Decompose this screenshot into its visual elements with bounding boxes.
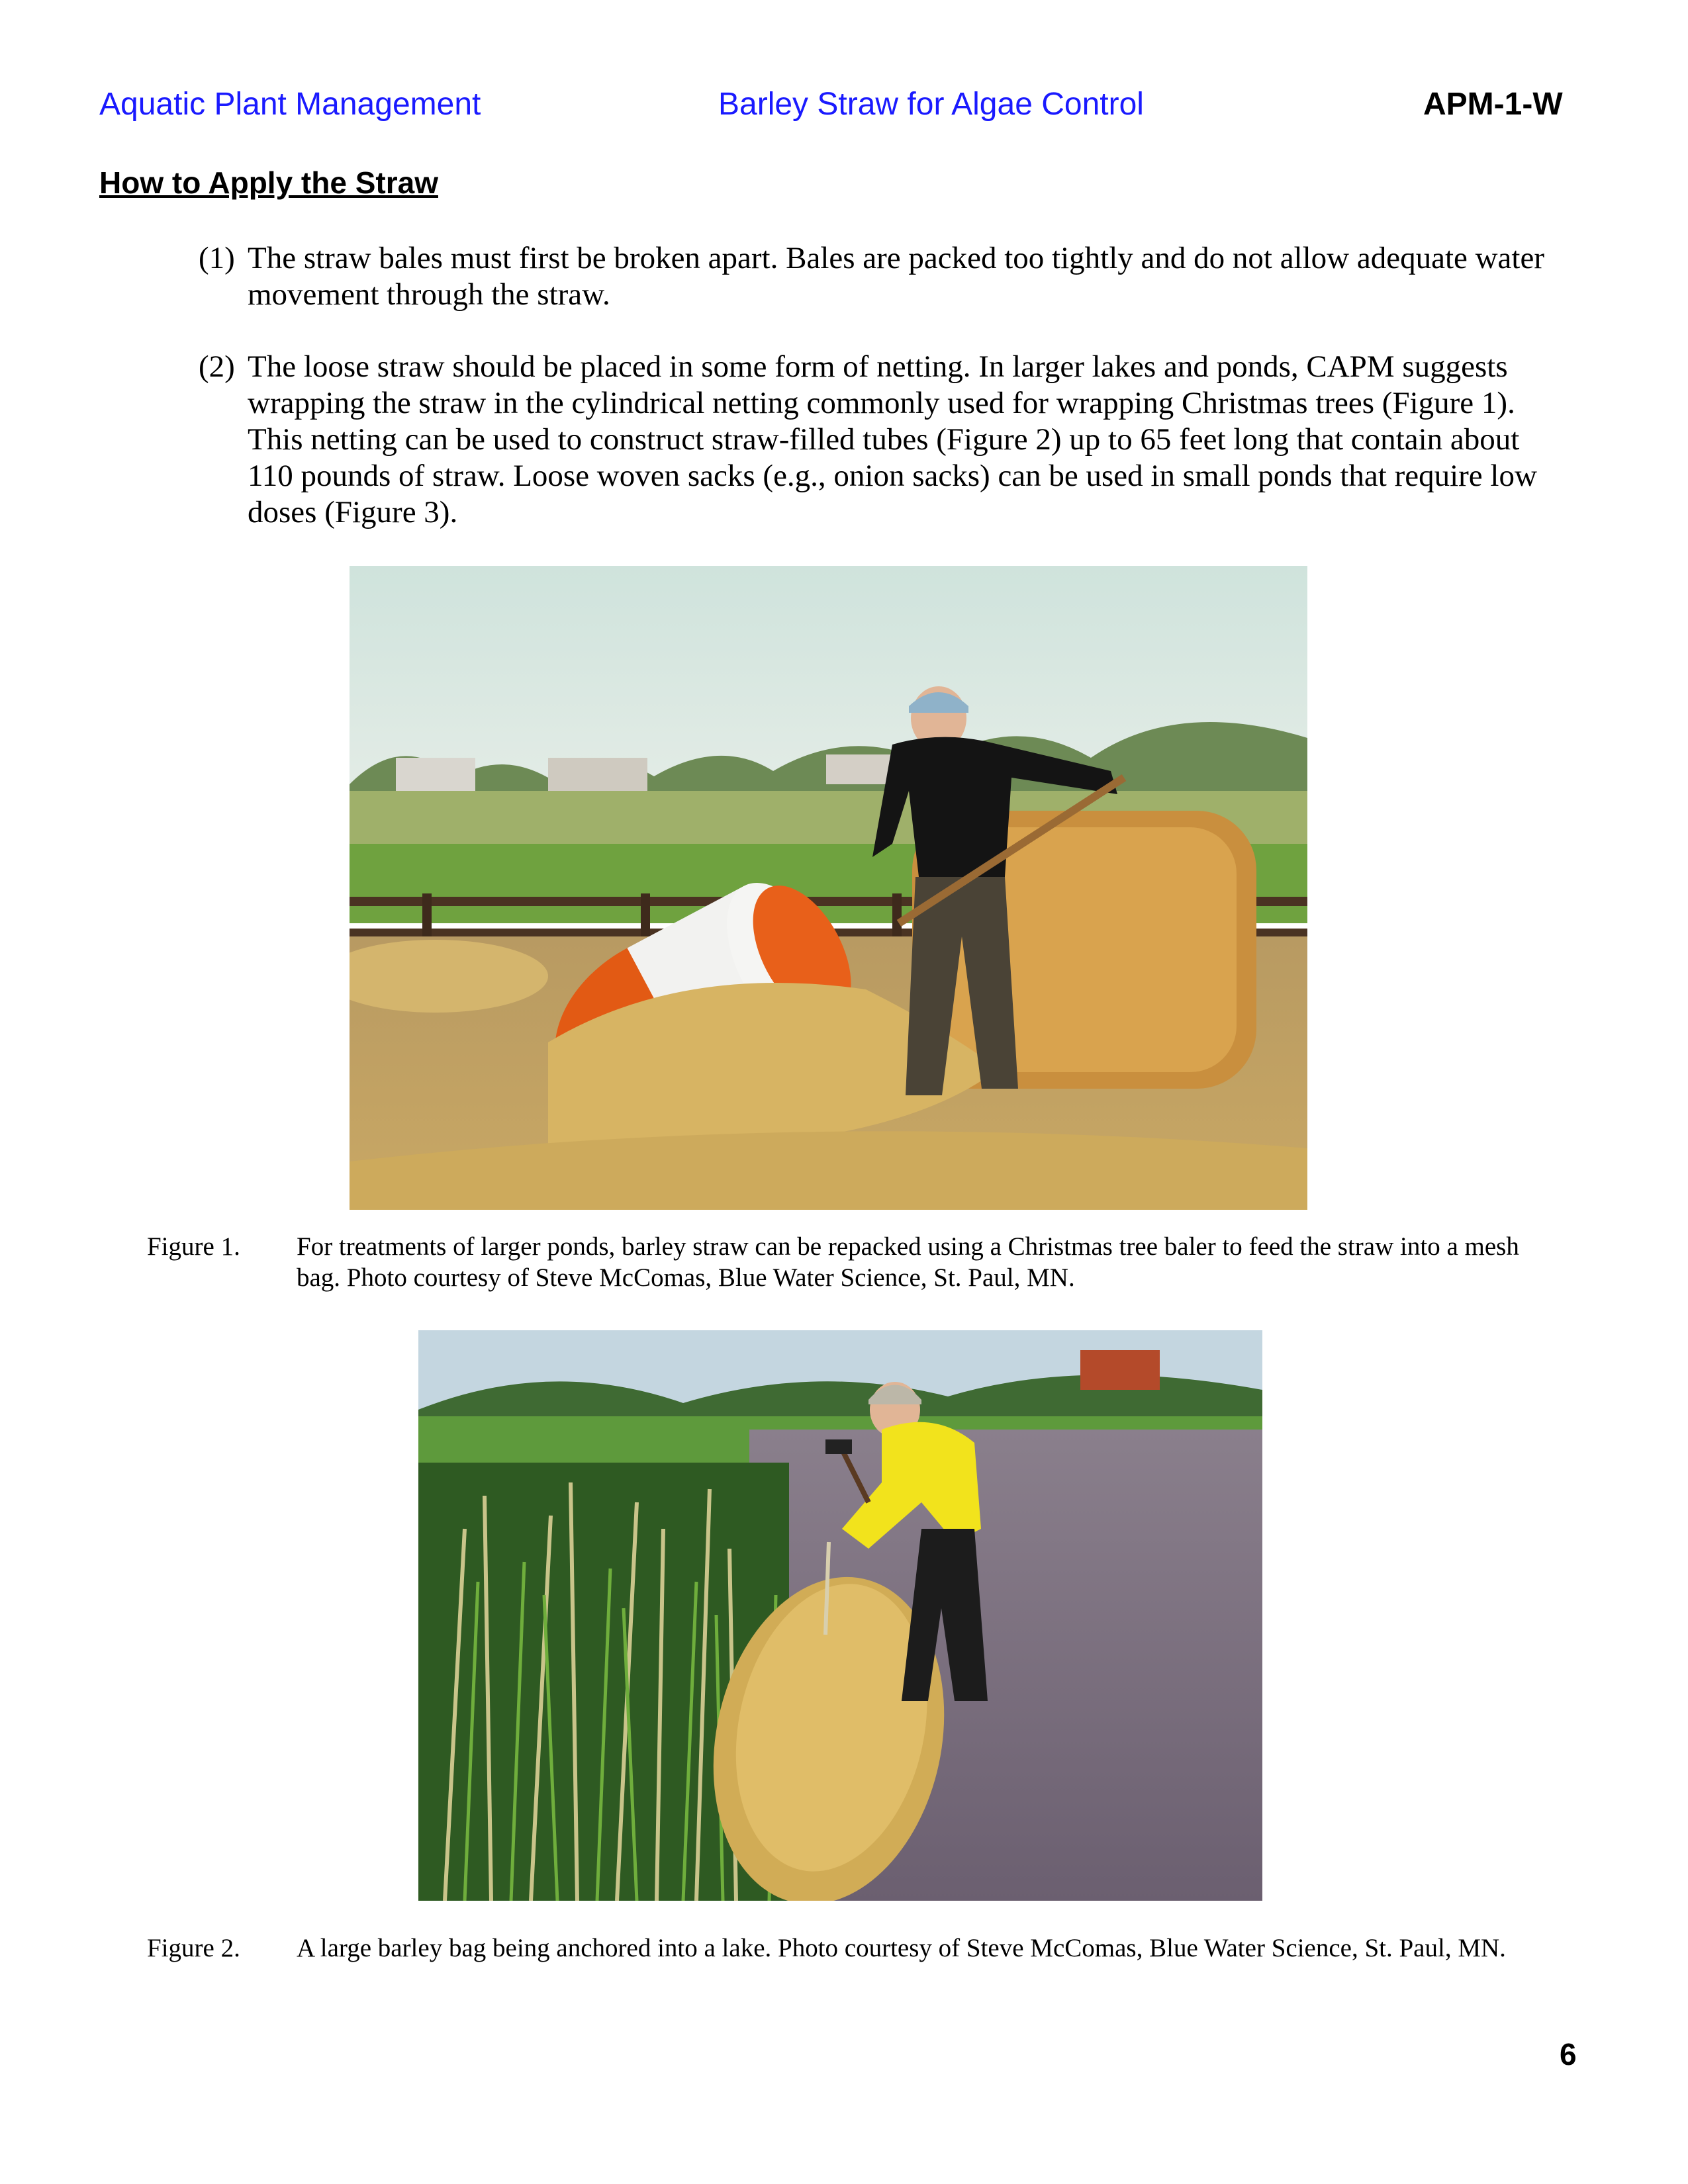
figure-caption-text: A large barley bag being anchored into a lake. Photo courtesy of Steve McComas, Blue Water Science, St. Paul, MN.: [297, 1934, 1506, 1962]
step-number: (1): [199, 241, 235, 275]
header-document-title: Barley Straw for Algae Control: [718, 87, 1144, 122]
step-text: The loose straw should be placed in some form of netting. In larger lakes and ponds, CAPM suggests wrapping the straw in the cylindrical netting commonly used for wrapping Christmas trees (Figure 1). This netting can be used to construct straw-filled tubes (Figure 2) up to 65 feet long that contain about 110 pounds of straw. Loose woven sacks (e.g., onion sacks) can be used in small ponds that require low doses (Figure 3).: [248, 349, 1537, 529]
step-1: [199, 240, 1562, 313]
header-document-code: APM-1-W: [1423, 87, 1563, 122]
step-number: (2): [199, 349, 235, 384]
figure-2-caption: [147, 1933, 1564, 1964]
section-heading: How to Apply the Straw: [99, 165, 438, 200]
figure-2-photo: [418, 1330, 1262, 1901]
page-number: 6: [1560, 2037, 1577, 2071]
step-2: [199, 349, 1562, 531]
figure-label: Figure 2.: [147, 1934, 240, 1962]
step-text: The straw bales must first be broken apart. Bales are packed too tightly and do not allow adequate water movement through the straw.: [248, 241, 1544, 312]
figure-label: Figure 1.: [147, 1232, 240, 1261]
figure-1-caption: [147, 1231, 1564, 1293]
figure-1-photo: [350, 566, 1307, 1210]
header-publication-title: Aquatic Plant Management: [99, 87, 481, 122]
figure-caption-text: For treatments of larger ponds, barley straw can be repacked using a Christmas tree baler to feed the straw into a mesh bag. Photo courtesy of Steve McComas, Blue Water Science, St. Paul, MN.: [297, 1232, 1519, 1292]
